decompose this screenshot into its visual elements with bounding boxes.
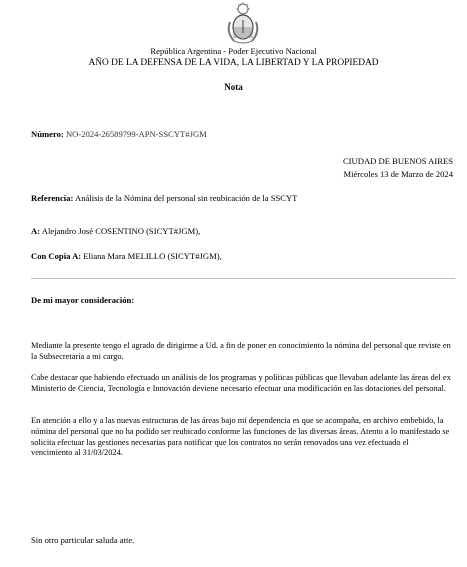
recipient-row bbox=[31, 226, 200, 236]
issuer-line: República Argentina - Poder Ejecutivo Nacional bbox=[150, 46, 317, 56]
referencia-label: Referencia: bbox=[31, 193, 74, 203]
numero-row bbox=[31, 129, 207, 139]
salutation bbox=[31, 295, 134, 305]
cc-label: Con Copia A: bbox=[31, 251, 82, 261]
body-paragraph-2: Cabe destacar que habiendo efectuado un análisis de los programas y políticas públicas que llevaban adelante las áreas del ex Ministerio de Ciencia, Tecnología e Innovación deviene necesario efectuar una modificación en las dotaciones del personal. bbox=[31, 373, 451, 393]
numero-label: Número: bbox=[31, 129, 64, 139]
body-paragraph-1: Mediante la presente tengo el agrado de dirigirme a Ud. a fin de poner en conocimiento la nómina del personal que reviste en la Subsecretaría a mi cargo. bbox=[31, 341, 451, 361]
referencia-value: Análisis de la Nómina del personal sin reubicación de la SSCYT bbox=[75, 193, 298, 203]
recipient-value: Alejandro José COSENTINO (SICYT#JGM), bbox=[41, 226, 201, 236]
closing: Sin otro particular saluda atte. bbox=[31, 535, 135, 545]
recipient-label: A: bbox=[31, 226, 41, 236]
body-paragraph-3: En atención a ello y a las nuevas estructuras de las áreas bajo mi dependencia es que se acompaña, en archivo embebido, la nómina del personal que no ha podido ser reubicado conforme las funciones de las diversas áreas. Atento a lo manifestado se solicita efectuar las gestiones necesarias para notificar que los contratos no serán renovados una vez efectuado el vencimiento al 31/03/2024. bbox=[31, 416, 450, 458]
numero-value: NO-2024-26589799-APN-SSCYT#JGM bbox=[65, 129, 207, 139]
date: Miércoles 13 de Marzo de 2024 bbox=[343, 169, 453, 179]
divider bbox=[31, 278, 455, 279]
city: CIUDAD DE BUENOS AIRES bbox=[342, 156, 453, 166]
cc-value: Eliana Mara MELILLO (SICYT#JGM), bbox=[83, 251, 222, 261]
year-motto: AÑO DE LA DEFENSA DE LA VIDA, LA LIBERTAD Y LA PROPIEDAD bbox=[88, 58, 379, 68]
referencia-row bbox=[31, 193, 297, 203]
argentina-coat-of-arms-icon bbox=[224, 2, 262, 44]
cc-row bbox=[31, 251, 222, 261]
salutation-text: De mi mayor consideración: bbox=[31, 295, 135, 305]
document-type: Nota bbox=[224, 82, 243, 92]
